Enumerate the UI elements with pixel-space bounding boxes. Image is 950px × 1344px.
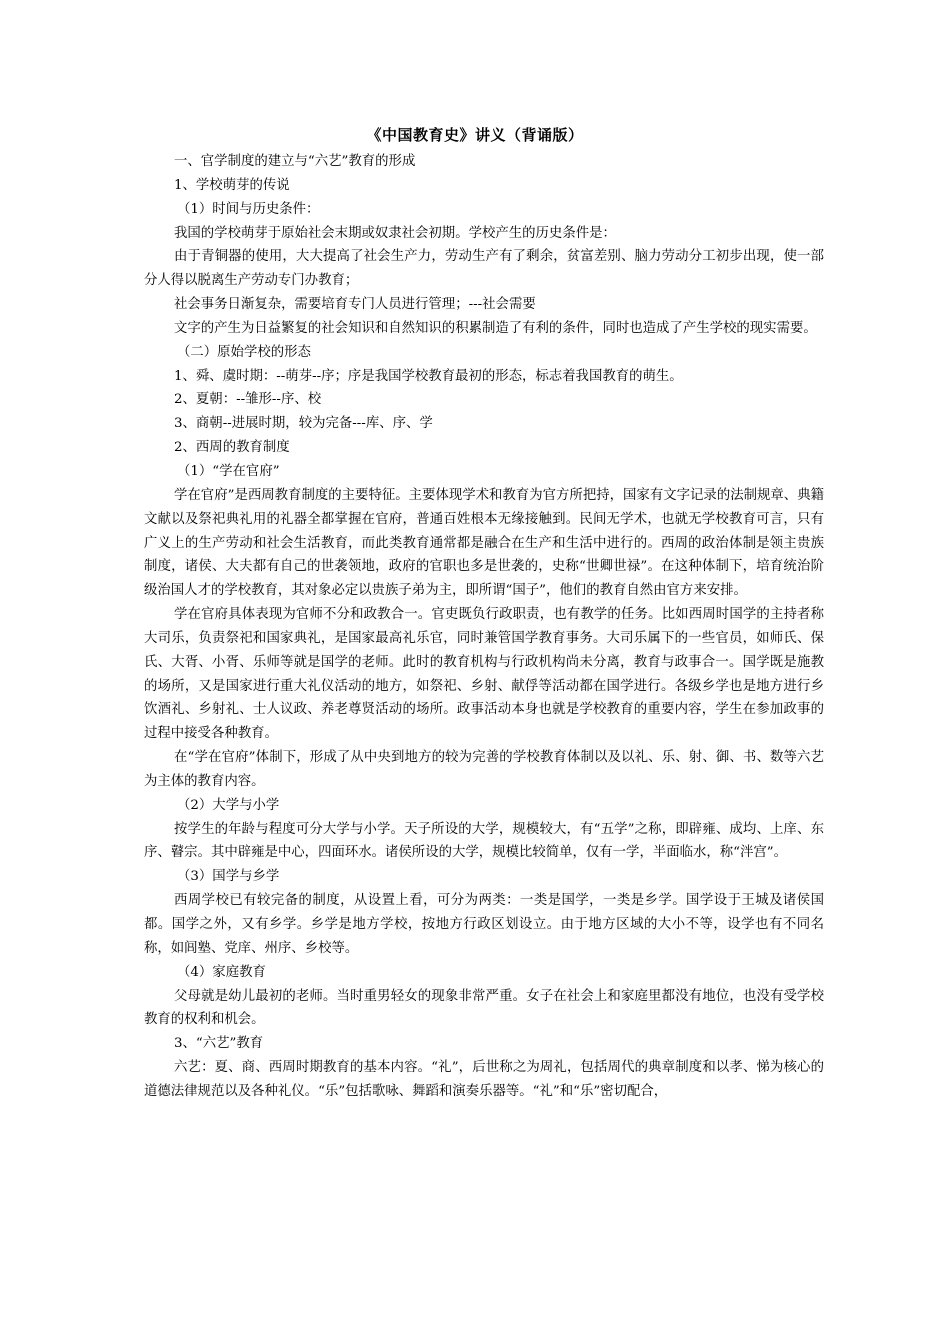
subsection-heading: 1、学校萌芽的传说 [174, 177, 290, 193]
document-body [144, 150, 824, 1104]
paragraph: 文字的产生为日益繁复的社会知识和自然知识的积累制造了有利的条件，同时也造成了产生学校的现实需要。 [174, 320, 817, 336]
paragraph: 父母就是幼儿最初的老师。当时重男轻女的现象非常严重。女子在社会上和家庭里都没有地位，也没有受学校教育的权利和机会。 [144, 988, 824, 1028]
subsection-heading: （3）国学与乡学 [177, 869, 280, 885]
paragraph: 社会事务日渐复杂，需要培育专门人员进行管理；---社会需要 [174, 297, 536, 313]
subsection-heading: （二）原始学校的形态 [177, 344, 311, 360]
paragraph: 我国的学校萌芽于原始社会末期或奴隶社会初期。学校产生的历史条件是： [174, 225, 616, 241]
paragraph: 在“学在官府”体制下，形成了从中央到地方的较为完善的学校教育体制以及以礼、乐、射、御、书、数等六艺为主体的教育内容。 [144, 750, 824, 789]
paragraph: 1、舜、虞时期：--萌芽--序；序是我国学校教育最初的形态，标志着我国教育的萌生。 [174, 368, 683, 384]
document-title: 《中国教育史》讲义（背诵版） [366, 126, 584, 144]
subsection-heading: （1）时间与历史条件： [177, 201, 320, 217]
section-heading: 一、官学制度的建立与“六艺”教育的形成 [174, 154, 416, 169]
paragraph: 2、夏朝：--雏形--序、校 [174, 392, 322, 408]
paragraph: 西周学校已有较完备的制度，从设置上看，可分为两类：一类是国学，一类是乡学。国学设于王城及诸侯国都。国学之外，又有乡学。乡学是地方学校，按地方行政区划设立。由于地方区域的大小不等，设学也有不同名称，如闾塾、党庠、州序、乡校等。 [144, 893, 824, 956]
subsection-heading: （2）大学与小学 [177, 797, 280, 813]
subsection-heading: 3、“六艺”教育 [174, 1036, 264, 1052]
subsection-heading: 2、西周的教育制度 [174, 440, 290, 456]
subsection-heading: （1）“学在官府” [177, 463, 280, 479]
paragraph: 学在官府”是西周教育制度的主要特征。主要体现学术和教育为官方所把持，国家有文字记录的法制规章、典籍文献以及祭祀典礼用的礼器全都掌握在官府，普通百姓根本无缘接触到。民间无学术，也就无学校教育可言，只有广义上的生产劳动和社会生活教育，而此类教育通常都是融合在生产和生活中进行的。西周的政治体制是领主贵族制度，诸侯、大夫都有自己的世袭领地，政府的官职也多是世袭的，史称“世卿世禄”。在这种体制下，培育统治阶级治国人才的学校教育，其对象必定以贵族子弟为主，即所谓“国子”，他们的教育自然由官方来安排。 [144, 487, 824, 599]
paragraph: 3、商朝--进展时期，较为完备---库、序、学 [174, 416, 433, 432]
paragraph: 学在官府具体表现为官师不分和政教合一。官吏既负行政职责，也有教学的任务。比如西周时国学的主持者称大司乐，负责祭祀和国家典礼，是国家最高礼乐官，同时兼管国学教育事务。大司乐属下的一些官员，如师氏、保氏、大胥、小胥、乐师等就是国学的老师。此时的教育机构与行政机构尚未分离，教育与政事合一。国学既是施教的场所，又是国家进行重大礼仪活动的地方，如祭祀、乡射、献俘等活动都在国学进行。各级乡学也是地方进行乡饮酒礼、乡射礼、士人议政、养老尊贤活动的场所。政事活动本身也就是学校教育的重要内容，学生在参加政事的过程中接受各种教育。 [144, 607, 824, 742]
subsection-heading: （4）家庭教育 [177, 964, 266, 980]
paragraph: 六艺：夏、商、西周时期教育的基本内容。“礼”，后世称之为周礼，包括周代的典章制度和以孝、悌为核心的道德法律规范以及各种礼仪。“乐”包括歌咏、舞蹈和演奏乐器等。“礼”和“乐”密切配合， [144, 1060, 824, 1099]
paragraph: 由于青铜器的使用，大大提高了社会生产力，劳动生产有了剩余，贫富差别、脑力劳动分工初步出现，使一部分人得以脱离生产劳动专门办教育； [144, 249, 824, 289]
paragraph: 按学生的年龄与程度可分大学与小学。天子所设的大学，规模较大，有“五学”之称，即辟雍、成均、上庠、东序、瞽宗。其中辟雍是中心，四面环水。诸侯所设的大学，规模比较简单，仅有一学，半面临水，称“泮宫”。 [144, 821, 824, 861]
